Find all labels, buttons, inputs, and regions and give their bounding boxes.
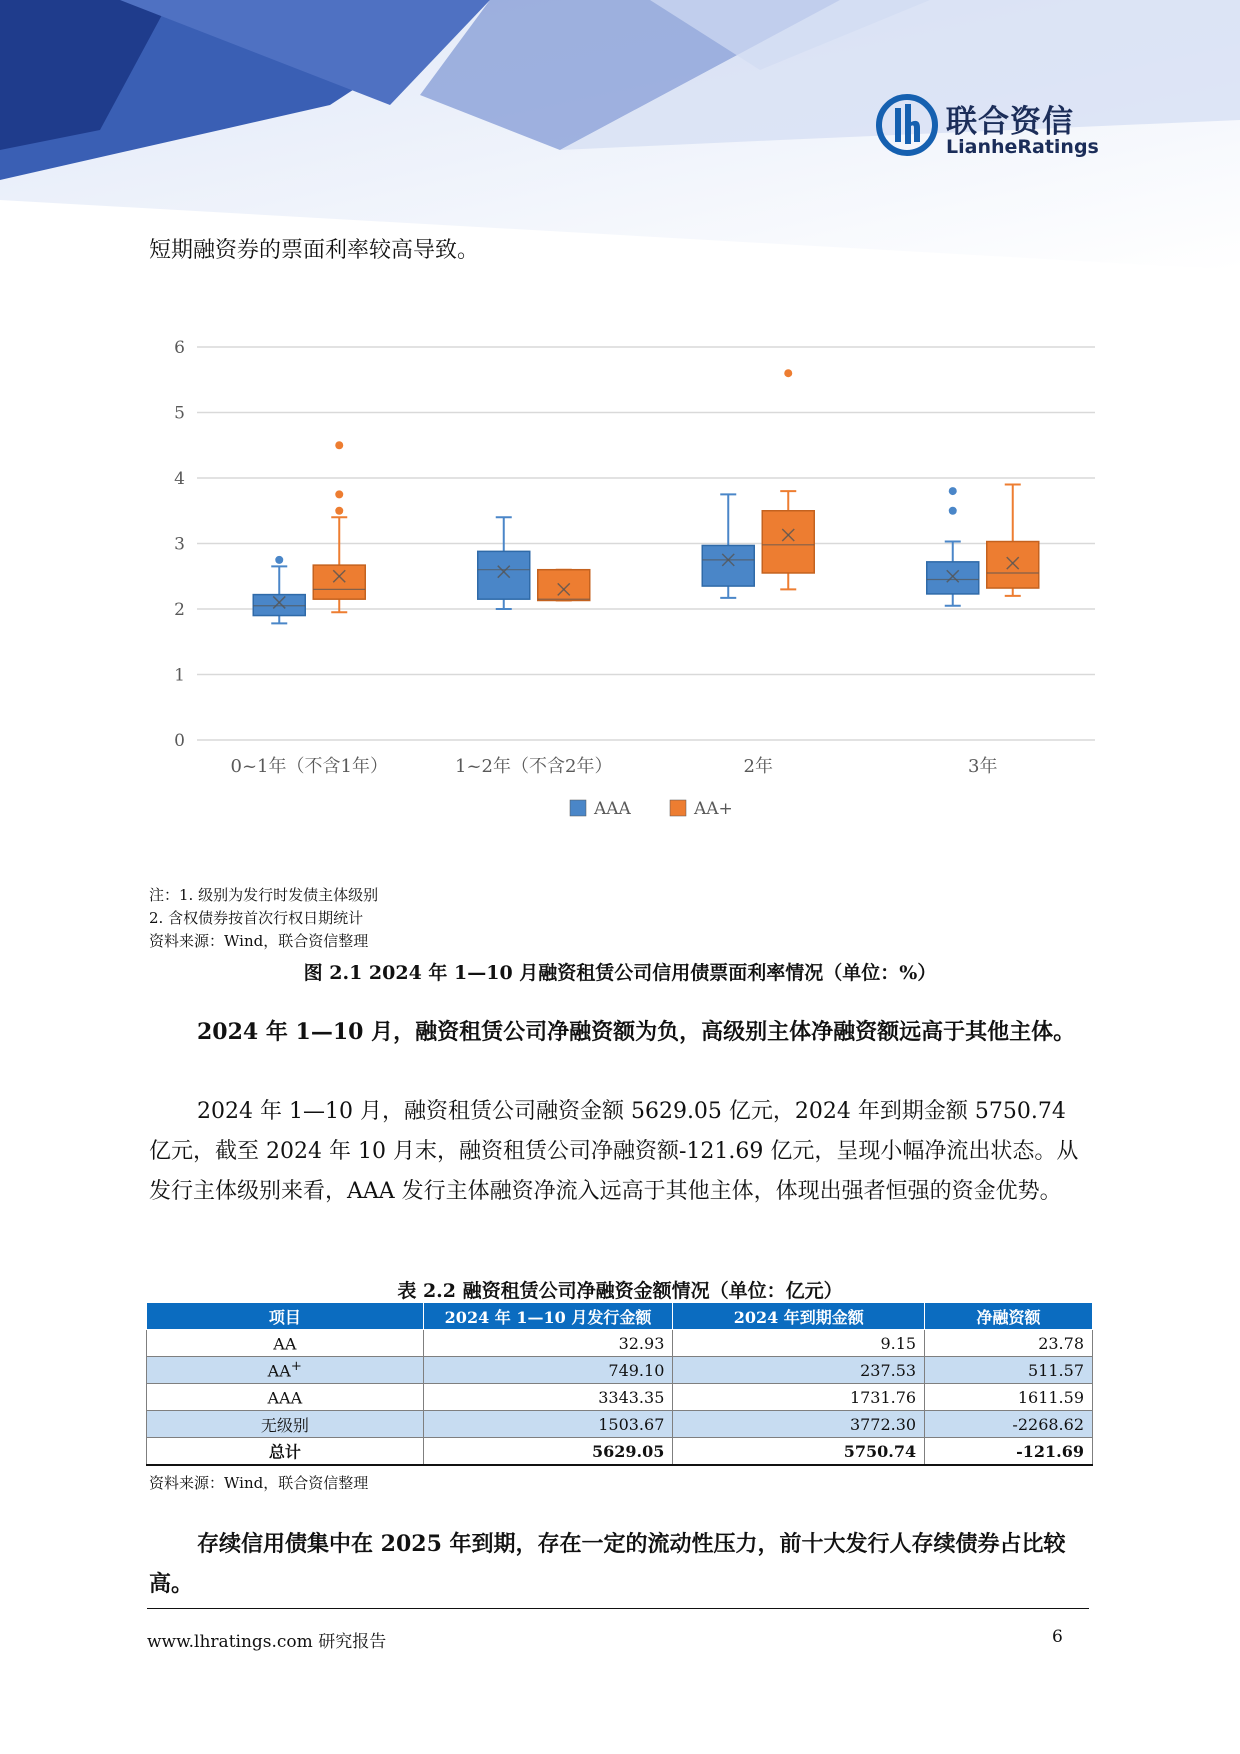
footer-divider: [147, 1608, 1089, 1609]
row-label: AAA: [147, 1384, 424, 1411]
table-header-row: [147, 1303, 1093, 1330]
logo-chinese-name: 联合资信: [946, 104, 1074, 140]
table-row-total: [147, 1438, 1093, 1466]
page-number: 6: [1052, 1627, 1063, 1647]
figure-source: 资料来源：Wind，联合资信整理: [149, 932, 369, 950]
col-header-due: 2024 年到期金额: [673, 1303, 925, 1330]
box-aaa: [478, 551, 530, 599]
outlier-point: [335, 490, 343, 498]
col-header-issue: 2024 年 1—10 月发行金额: [423, 1303, 673, 1330]
section-heading-outstanding-bonds: 存续信用债集中在 2025 年到期，存在一定的流动性压力，前十大发行人存续债券占比较高。: [149, 1531, 1066, 1597]
y-tick-label: 0: [174, 731, 185, 751]
x-tick-label: 3年: [968, 756, 998, 777]
intro-paragraph: 短期融资券的票面利率较高导致。: [149, 238, 480, 263]
section-heading-net-financing: 2024 年 1—10 月，融资租赁公司净融资额为负，高级别主体净融资额远高于其他主体。: [197, 1019, 1076, 1045]
cell-issue: 749.10: [423, 1357, 673, 1384]
cell-issue: 5629.05: [423, 1438, 673, 1466]
outlier-point: [335, 507, 343, 515]
outlier-point: [335, 441, 343, 449]
x-tick-label: 1~2年（不含2年）: [455, 756, 613, 777]
table-row: [147, 1330, 1093, 1357]
cell-net: -2268.62: [925, 1411, 1093, 1438]
box-aaa: [253, 595, 305, 616]
box-aaplus: [762, 511, 814, 573]
y-tick-label: 3: [174, 534, 185, 555]
outlier-point: [784, 369, 792, 377]
row-label: AA+: [147, 1357, 424, 1384]
table-caption: 表 2.2 融资租赁公司净融资金额情况（单位：亿元）: [397, 1280, 843, 1302]
box-aaa: [702, 545, 754, 586]
table-source: 资料来源：Wind，联合资信整理: [149, 1474, 369, 1492]
y-tick-label: 1: [174, 665, 185, 686]
outlier-point: [275, 556, 283, 564]
figure-note-2: 2. 含权债券按首次行权日期统计: [149, 909, 364, 927]
outlier-point: [949, 487, 957, 495]
cell-net: 23.78: [925, 1330, 1093, 1357]
y-tick-label: 2: [174, 600, 185, 620]
box-aaplus: [987, 542, 1039, 589]
cell-due: 237.53: [673, 1357, 925, 1384]
table-row: [147, 1357, 1093, 1384]
footer-website: www.lhratings.com 研究报告: [147, 1632, 387, 1652]
net-financing-table: [146, 1302, 1093, 1466]
cell-due: 5750.74: [673, 1438, 925, 1466]
cell-net: 511.57: [925, 1357, 1093, 1384]
table-row: [147, 1411, 1093, 1438]
box-aaa: [927, 562, 979, 594]
y-tick-label: 5: [174, 403, 185, 424]
outlier-point: [949, 507, 957, 515]
cell-issue: 1503.67: [423, 1411, 673, 1438]
row-label: 总计: [147, 1438, 424, 1466]
col-header-item: 项目: [147, 1303, 424, 1330]
legend-swatch: [670, 800, 686, 816]
figure-caption: 图 2.1 2024 年 1—10 月融资租赁公司信用债票面利率情况（单位：%）: [303, 962, 937, 984]
coupon-rate-box-chart: [150, 320, 1110, 840]
x-tick-label: 2年: [743, 756, 773, 777]
cell-due: 1731.76: [673, 1384, 925, 1411]
legend-label: AAA: [594, 799, 631, 819]
cell-due: 3772.30: [673, 1411, 925, 1438]
table-row: [147, 1384, 1093, 1411]
section-body-net-financing: 2024 年 1—10 月，融资租赁公司融资金额 5629.05 亿元，2024 年到期金额 5750.74 亿元，截至 2024 年 10 月末，融资租赁公司净融资额-121.69 亿元，呈现小幅净流出状态。从发行主体级别来看，AAA 发行主体融资净流入远高于其他主体，体现出强者恒强的资金优势。: [149, 1099, 1079, 1204]
box-aaplus: [538, 570, 590, 601]
legend-swatch: [570, 800, 586, 816]
lianhe-logo-icon: [876, 94, 938, 156]
legend-label: AA+: [694, 799, 733, 819]
cell-due: 9.15: [673, 1330, 925, 1357]
row-label: AA: [147, 1330, 424, 1357]
cell-net: 1611.59: [925, 1384, 1093, 1411]
cell-issue: 3343.35: [423, 1384, 673, 1411]
company-logo: [876, 94, 1099, 164]
box-aaplus: [313, 565, 365, 599]
x-tick-label: 0~1年（不含1年）: [230, 756, 388, 777]
row-label: 无级别: [147, 1411, 424, 1438]
cell-issue: 32.93: [423, 1330, 673, 1357]
y-tick-label: 6: [174, 338, 185, 358]
cell-net: -121.69: [925, 1438, 1093, 1466]
figure-note-1: 注：1. 级别为发行时发债主体级别: [149, 886, 379, 904]
figure-notes: [149, 884, 378, 953]
col-header-net: 净融资额: [925, 1303, 1093, 1330]
logo-english-name: LianheRatings: [946, 136, 1099, 158]
y-tick-label: 4: [174, 469, 185, 489]
